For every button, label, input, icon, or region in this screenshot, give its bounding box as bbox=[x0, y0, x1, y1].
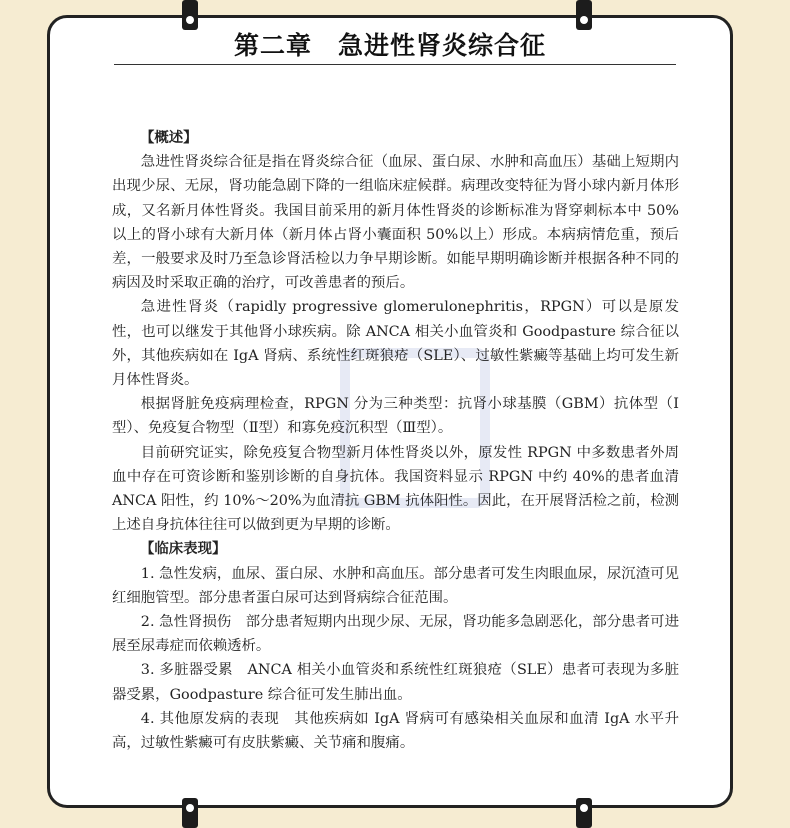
document-page bbox=[47, 15, 733, 808]
paragraph: 2. 急性肾损伤 部分患者短期内出现少尿、无尿，肾功能多急剧恶化，部分患者可进展至尿毒症而依赖透析。 bbox=[112, 614, 679, 655]
section-heading-overview: 【概述】 bbox=[140, 129, 198, 146]
title-rule bbox=[114, 64, 676, 65]
binder-clip-top-right bbox=[576, 0, 592, 30]
paragraph: 根据肾脏免疫病理检查，RPGN 分为三种类型：抗肾小球基膜（GBM）抗体型（Ⅰ型）、免疫复合物型（Ⅱ型）和寡免疫沉积型（Ⅲ型）。 bbox=[112, 396, 679, 437]
paragraph: 急进性肾炎（rapidly progressive glomerulonephritis，RPGN）可以是原发性，也可以继发于其他肾小球疾病。除 ANCA 相关小血管炎和 Goodpasture 综合征以外，其他疾病如在 IgA 肾病、系统性红斑狼疮（SLE）、过敏性紫癜等基础上均可发生新月体性肾炎。 bbox=[112, 299, 679, 389]
paragraph: 目前研究证实，除免疫复合物型新月体性肾炎以外，原发性 RPGN 中多数患者外周血中存在可资诊断和鉴别诊断的自身抗体。我国资料显示 RPGN 中约 40%的患者血清 ANCA 阳性，约 10%～20%为血清抗 GBM 抗体阳性。因此，在开展肾活检之前，检测上述自身抗体往往可以做到更为早期的诊断。 bbox=[112, 444, 679, 534]
chapter-title: 第二章 急进性肾炎综合征 bbox=[233, 31, 546, 60]
paragraph: 1. 急性发病，血尿、蛋白尿、水肿和高血压。部分患者可发生肉眼血尿，尿沉渣可见红细胞管型。部分患者蛋白尿可达到肾病综合征范围。 bbox=[112, 565, 679, 606]
body-text bbox=[112, 126, 679, 755]
paragraph: 3. 多脏器受累 ANCA 相关小血管炎和系统性红斑狼疮（SLE）患者可表现为多脏器受累，Goodpasture 综合征可发生肺出血。 bbox=[112, 662, 679, 703]
binder-clip-top-left bbox=[182, 0, 198, 30]
paragraph: 急进性肾炎综合征是指在肾炎综合征（血尿、蛋白尿、水肿和高血压）基础上短期内出现少尿、无尿，肾功能急剧下降的一组临床症候群。病理改变特征为肾小球内新月体形成，又名新月体性肾炎。我国目前采用的新月体性肾炎的诊断标准为肾穿刺标本中 50%以上的肾小球有大新月体（新月体占肾小囊面积 50%以上）形成。本病病情危重，预后差，一般要求及时乃至急诊肾活检以力争早期诊断。如能早期明确诊断并根据各种不同的病因及时采取正确的治疗，可改善患者的预后。 bbox=[112, 154, 679, 292]
binder-clip-bottom-left bbox=[182, 798, 198, 828]
paragraph: 4. 其他原发病的表现 其他疾病如 IgA 肾病可有感染相关血尿和血清 IgA 水平升高，过敏性紫癜可有皮肤紫癜、关节痛和腹痛。 bbox=[112, 710, 679, 752]
binder-clip-bottom-right bbox=[576, 798, 592, 828]
section-heading-clinical: 【临床表现】 bbox=[140, 540, 227, 558]
